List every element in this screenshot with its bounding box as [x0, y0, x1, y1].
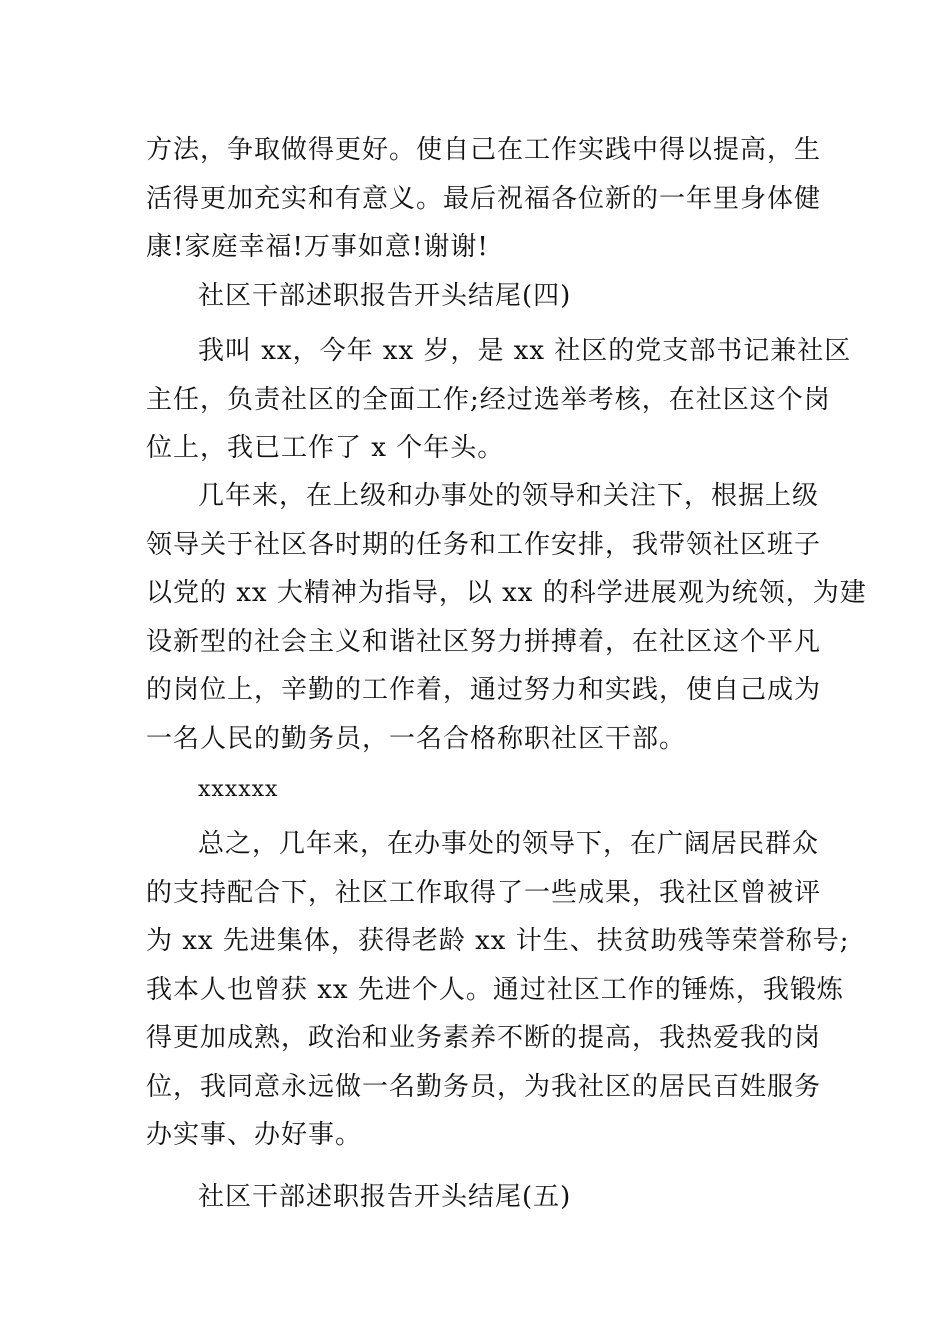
- text-line: 为 xx 先进集体，获得老龄 xx 计生、扶贫助残等荣誉称号;: [146, 926, 850, 956]
- text-line: 办实事、办好事。: [146, 1120, 363, 1150]
- text-line: 领导关于社区各时期的任务和工作安排，我带领社区班子: [146, 529, 822, 560]
- text-line: 的岗位上，辛勤的工作着，通过努力和实践，使自己成为: [146, 675, 822, 705]
- text-line: 得更加成熟，政治和业务素养不断的提高，我热爱我的岗: [146, 1023, 822, 1053]
- text-line: 我本人也曾获 xx 先进个人。通过社区工作的锤炼，我锻炼: [146, 974, 844, 1005]
- text-line: 位，我同意永远做一名勤务员，为我社区的居民百姓服务: [146, 1071, 822, 1102]
- text-line: 方法，争取做得更好。使自己在工作实践中得以提高，生: [146, 135, 822, 165]
- placeholder-line: [146, 766, 816, 815]
- text-line: 活得更加充实和有意义。最后祝福各位新的一年里身体健: [146, 183, 822, 214]
- text-line: 设新型的社会主义和谐社区努力拼搏着，在社区这个平凡: [146, 626, 822, 657]
- text-line: 主任，负责社区的全面工作;经过选举考核，在社区这个岗: [146, 384, 831, 415]
- paragraph-work: [146, 472, 867, 763]
- section-heading-4: [146, 272, 816, 321]
- paragraph-closing: [146, 126, 822, 272]
- text-line: 我叫 xx，今年 xx 岁，是 xx 社区的党支部书记兼社区: [198, 336, 852, 366]
- section-heading-5: [146, 1173, 816, 1222]
- heading-text: 社区干部述职报告开头结尾(四): [198, 281, 572, 311]
- paragraph-intro: [146, 327, 852, 473]
- text-line: 几年来，在上级和办事处的领导和关注下，根据上级: [198, 481, 820, 511]
- text-line: 的支持配合下，社区工作取得了一些成果，我社区曾被评: [146, 877, 822, 908]
- text-line: 总之，几年来，在办事处的领导下，在广阔居民群众: [198, 829, 820, 859]
- text-line: 位上，我已工作了 x 个年头。: [146, 433, 505, 463]
- text-line: xxxxxx: [198, 777, 279, 802]
- text-line: 以党的 xx 大精神为指导，以 xx 的科学进展观为统领，为建: [146, 578, 867, 608]
- text-line: 康!家庭幸福!万事如意!谢谢!: [146, 232, 489, 262]
- paragraph-summary: [146, 820, 850, 1160]
- heading-text: 社区干部述职报告开头结尾(五): [198, 1182, 572, 1212]
- text-line: 一名人民的勤务员，一名合格称职社区干部。: [146, 723, 687, 754]
